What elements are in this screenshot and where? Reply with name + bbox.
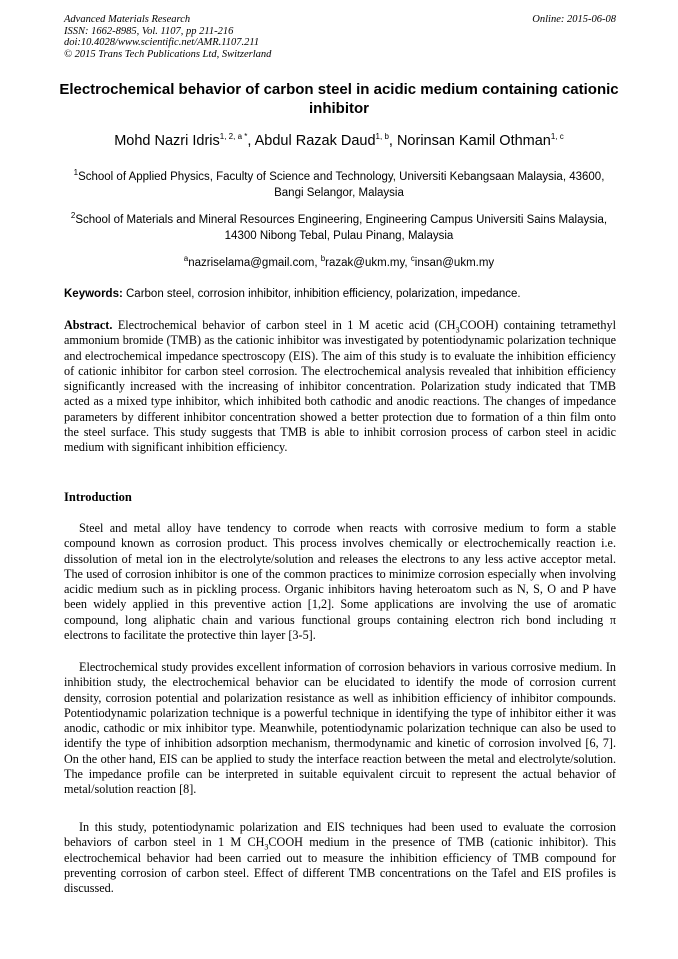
affiliation-sup: 1 (73, 168, 79, 178)
email-sup: a (183, 254, 189, 264)
email-line: $^a$nazriselama@gmail.com, $^b$razak@ukm.my, $^c$insan@ukm.my (183, 254, 495, 269)
formula-subscript: 3 (264, 842, 269, 852)
affiliation-text: School of Applied Physics, Faculty of Science and Technology, Universiti Kebangsaan Malaysia, 43600, Bangi Selangor, Malaysia (78, 171, 605, 199)
affiliation-1 (60, 169, 618, 201)
abstract-text-rest: COOH) containing tetramethyl ammonium bromide (TMB) as the cationic inhibitor was investigated by potentiodynamic polarization technique and electrochemical impedance spectroscopy (EIS). The aim of this study is to evaluate the inhibition efficiency of cationic inhibitor for carbon steel corrosion. The electrochemical analysis revealed that inhibition efficiency significantly increased with the increasing of inhibitor concentration. Polarization study indicated that TMB acted as a mixed type inhibitor, which inhibited both cathodic and anodic reactions. The changes of impedance parameters by different inhibitor concentration showed a better protection due to formation of a thin film onto the steel surface. This study suggests that TMB is able to inhibit corrosion process of carbon steel in acidic medium with significant inhibition efficiency. (64, 318, 616, 455)
keywords-text: Carbon steel, corrosion inhibitor, inhibition efficiency, polarization, impedance. (126, 288, 521, 300)
paragraph-text-rest: COOH medium in the presence of TMB (cationic inhibitor). This electrochemical behavior had been carried out to measure the inhibition efficiency of TMB compound for preventing corrosion of carbon steel. Effect of different TMB concentrations on the Tafel and EIS profiles is discussed. (64, 835, 616, 896)
journal-header (64, 14, 616, 60)
author-sup: 1, c (550, 132, 564, 142)
doi-line: doi:10.4028/www.scientific.net/AMR.1107.211 (64, 37, 260, 48)
intro-paragraph-3 (64, 820, 616, 896)
section-heading-introduction: Introduction (64, 490, 132, 504)
author-name: Norinsan Kamil Othman (396, 133, 551, 149)
intro-paragraph-2: Electrochemical study provides excellent information of corrosion behaviors in various corrosive medium. In inhibition study, the electrochemical behavior can be elucidated to identify the mode of corrosion current density, corrosion potential and polarization resistance as well as inhibition efficiency of inhibitor compounds. Potentiodynamic polarization technique is a powerful technique in identifying the type of inhibitor either it was anodic, cathodic or mix inhibitor type. Meanwhile, potentiodynamic polarization technique can also be used to identify the type of inhibition adsorption mechanism, thermodynamic and kinetic of corrosion involved [6, 7]. On the other hand, EIS can be applied to study the interface reaction between the metal and electrolyte/solution. The impedance profile can be interpreted in suitable equivalent circuit to represent the actual behavior of metal/solution reaction [8]. (64, 660, 616, 797)
email-address[interactable]: insan@ukm.my (414, 257, 495, 269)
abstract-label: Abstract. (64, 318, 113, 332)
issn-line: ISSN: 1662-8985, Vol. 1107, pp 211-216 (64, 25, 234, 37)
author-sup: 1, b (375, 132, 389, 142)
journal-name: Advanced Materials Research (64, 14, 191, 25)
email-sup: c (410, 254, 415, 264)
email-address[interactable]: nazriselama@gmail.com (188, 257, 315, 269)
copyright-line: © 2015 Trans Tech Publications Ltd, Switzerland (64, 48, 272, 60)
online-date: Online: 2015-06-08 (532, 14, 616, 25)
email-sup: b (320, 254, 326, 264)
abstract-text: Electrochemical behavior of carbon steel in 1 M acetic acid (CH (117, 318, 456, 332)
affiliation-2 (60, 212, 618, 244)
abstract (64, 318, 616, 456)
author-line: Mohd Nazri Idris$^{1, 2, a *}$, Abdul Razak Daud$^{1, b}$, Norinsan Kamil Othman$^{1, c}$ (114, 132, 564, 149)
email-address[interactable]: razak@ukm.my (325, 257, 405, 269)
author-sup: 1, 2, a * (219, 132, 248, 142)
affiliation-text: School of Materials and Mineral Resources Engineering, Engineering Campus Universiti Sains Malaysia, 14300 Nibong Tebal, Pulau Pinang, Malaysia (75, 214, 608, 242)
keywords (64, 288, 616, 300)
author-name: Mohd Nazri Idris (114, 133, 220, 149)
paragraph-text: In this study, potentiodynamic polarization and EIS techniques had been used to evaluate the corrosion behaviors of carbon steel in 1 M CH (64, 820, 616, 850)
author-name: Abdul Razak Daud (254, 133, 376, 149)
affiliation-sup: 2 (70, 211, 76, 221)
paper-title: Electrochemical behavior of carbon steel in acidic medium containing cationic inhibitor (59, 81, 619, 117)
formula-subscript: 3 (455, 325, 460, 335)
intro-paragraph-1: Steel and metal alloy have tendency to corrode when reacts with corrosive medium to form a stable compound known as corrosion product. This process involves chemically or electrochemically reaction i.e. dissolution of metal ion in the electrolyte/solution and releases the electrons to any less active acceptor metal. The used of corrosion inhibitor is one of the common practices to minimize corrosion especially when involving acidic medium such as in pickling process. Organic inhibitors having heteroatom such as N, S, O and P have been widely applied in this preventive action [1,2]. Some applications are involving the use of aromatic compound, long aliphatic chain and various functional groups containing electron rich bond including π electrons to facilitate the protective thin layer [3-5]. (64, 521, 616, 643)
keywords-label: Keywords: (64, 288, 123, 300)
